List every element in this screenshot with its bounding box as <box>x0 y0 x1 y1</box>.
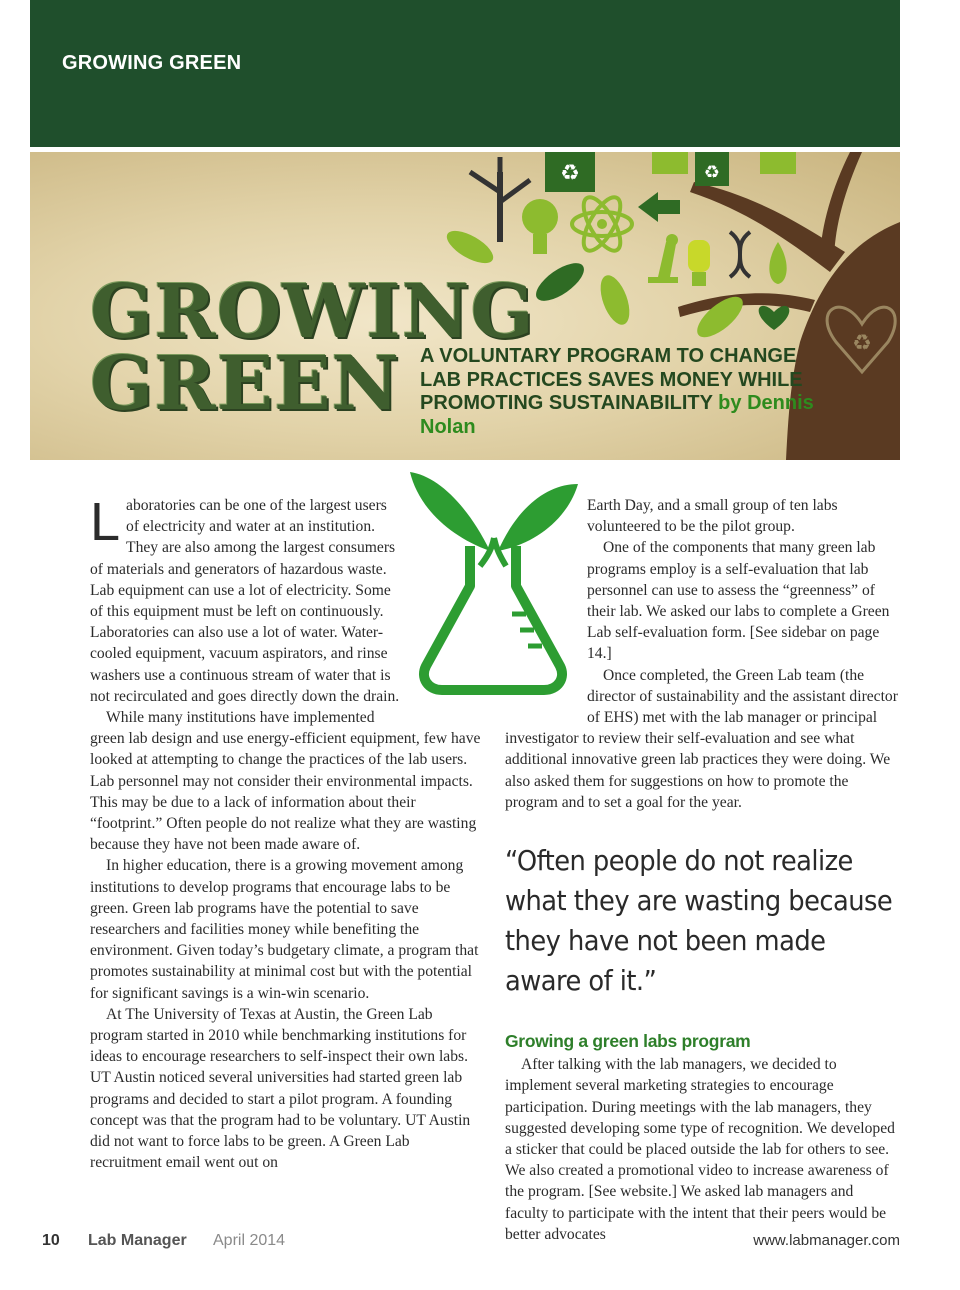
atom-icon <box>572 192 632 256</box>
byline: by Dennis Nolan <box>420 392 814 438</box>
cfl-bulb-icon <box>688 240 710 286</box>
pull-quote: “Often people do not realize what they are wasting because they have not been made aware of it.” <box>505 844 893 998</box>
article-paragraph: In higher education, there is a growing movement among institutions to develop programs that encourage labs to be green. Green lab programs have the potential to save researchers and facilities money while benefiting the environment. Given today’s budgetary climate, a program that promotes sustainability at minimal cost but with the potential for significant savings is a win-win scenario. <box>90 857 479 1002</box>
article-paragraph: After talking with the lab managers, we decided to implement several marketing strategies to encourage participation. During meetings with the lab managers, they suggested developing some type of recognition. We developed a sticker that could be placed outside the lab for others to see. We also created a promotional video to increase awareness of the program. [See website.] We asked lab managers and faculty to participate with the intent that their peers would be better advocates <box>505 1056 895 1243</box>
svg-text:♻: ♻ <box>560 161 580 186</box>
column-wrap-spacer <box>505 495 587 727</box>
building-icon <box>652 152 796 186</box>
title-line-1: GROWING <box>90 269 535 355</box>
microscope-icon <box>648 234 678 283</box>
page-number: 10 <box>42 1232 60 1249</box>
article-paragraph: Once completed, the Green Lab team (the director of sustainability and the assistant director of EHS) met with the lab manager or principal investigator to review their self-evaluation and see what additional innovative green lab practices they were doing. We also asked them for suggestions on how to promote the program and to set a goal for the year. <box>505 666 898 811</box>
article-paragraph: At The University of Texas at Austin, the Green Lab program started in 2010 while benchmarking institutions for ideas to encourage researchers to self-inspect their own labs. UT Austin noticed several universities had started green lab programs and decided to start a pilot program. A founding concept was that the program had to be voluntary. UT Austin did not want to force labs to be green. A Green Lab recruitment email went out on <box>90 1005 471 1172</box>
article-column-left <box>90 492 485 1174</box>
article-paragraph: One of the components that many green lab programs employ is a self-evaluation that lab personnel can use to assess the “greenness” of their lab. We asked our labs to complete a Green Lab self-evaluation form. [See sidebar on page 14.] <box>587 539 890 663</box>
magazine-name: Lab Manager <box>88 1232 187 1249</box>
dna-icon <box>730 232 750 277</box>
article-column-right <box>505 495 900 1245</box>
svg-text:♻: ♻ <box>703 162 721 183</box>
section-label: GROWING GREEN <box>62 52 242 74</box>
issue-date: April 2014 <box>213 1232 286 1249</box>
heart-icon <box>759 306 790 330</box>
section-subheading: Growing a green labs program <box>505 1031 751 1052</box>
arrow-icon <box>638 192 680 222</box>
svg-text:♻: ♻ <box>852 331 872 356</box>
lightbulb-icon <box>522 199 558 254</box>
column-wrap-spacer <box>401 495 485 727</box>
tree-icon <box>470 157 530 242</box>
title-line-2: GREEN <box>90 341 401 427</box>
article-banner <box>30 152 900 460</box>
website-url: www.labmanager.com <box>753 1232 900 1249</box>
article-paragraph: While many institutions have implemented green lab design and use energy-efficient equipment, few have looked at attempting to change the practices of the lab users. Lab personnel may not consider their environmental impacts. This may be due to a lack of information about their “footprint.” Often people do not realize what they are wasting because they have not been made aware of. <box>90 709 481 854</box>
subtitle-text: A VOLUNTARY PROGRAM TO CHANGE LAB PRACTICES SAVES MONEY WHILE PROMOTING SUSTAINABILITY <box>420 345 803 414</box>
recycle-icon <box>545 152 595 192</box>
water-drop-icon <box>769 242 786 284</box>
drop-cap: L <box>90 492 121 552</box>
article-subtitle <box>420 345 840 439</box>
article-paragraph: Earth Day, and a small group of ten labs volunteered to be the pilot group. <box>587 497 838 536</box>
header-band <box>30 0 900 147</box>
page-footer <box>42 1232 900 1256</box>
paragraph-text: aboratories can be one of the largest users of electricity and water at an institution. They are also among the largest consumers of materials and generators of hazardous waste. Lab equipment can use a lot of electricity. Some of this equipment must be left on continuously. Laboratories can also use a lot of water. Water-cooled equipment, vacuum aspirators, and rinse washers use a continuous stream of water that is not recirculated and goes directly down the drain. <box>90 497 400 705</box>
